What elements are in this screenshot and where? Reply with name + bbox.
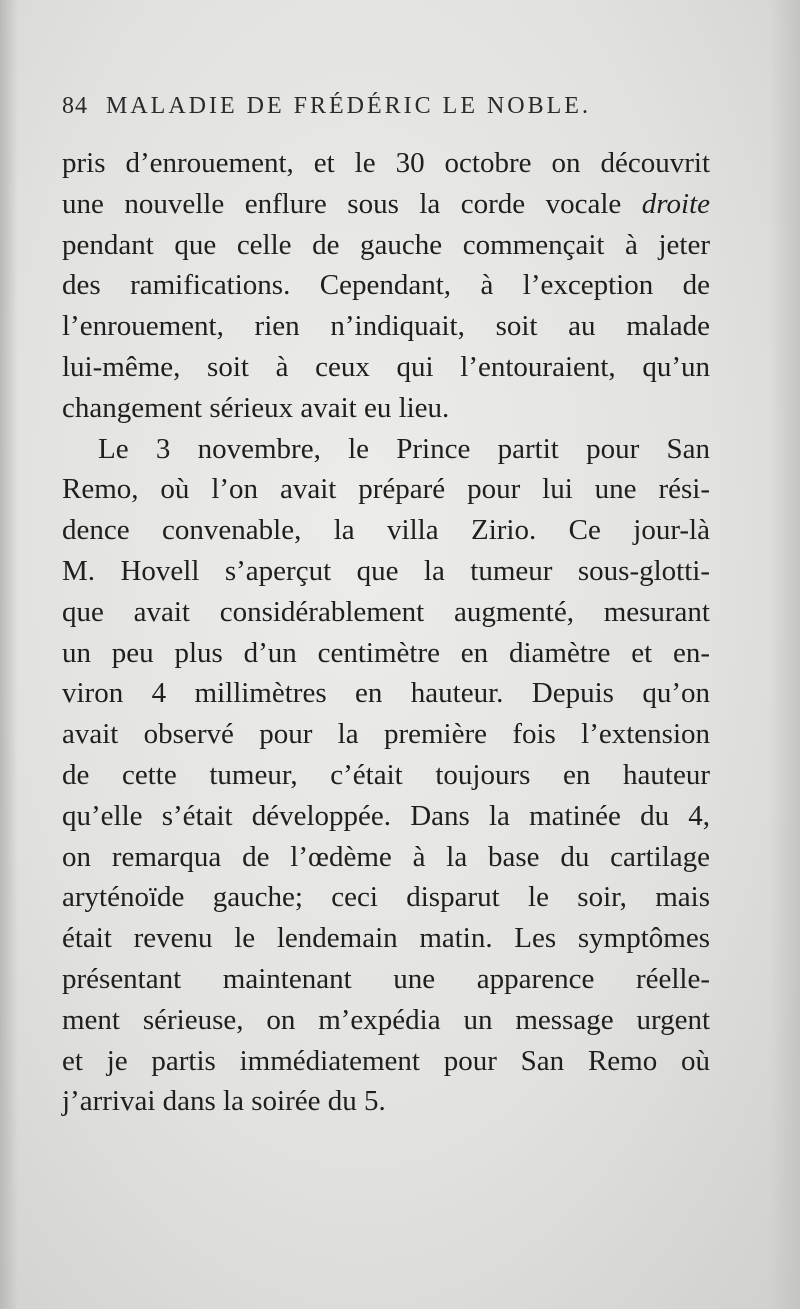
paragraph-2: [62, 429, 710, 1123]
text-line: M. Hovell s’aperçut que la tumeur sous-glotti-: [62, 554, 710, 587]
page-number: 84: [62, 93, 88, 119]
text-line: de cette tumeur, c’était toujours en hauteur: [62, 758, 710, 791]
text-line: viron 4 millimètres en hauteur. Depuis qu’on: [62, 677, 710, 710]
text-line-part: une nouvelle enflure sous la corde vocale: [62, 187, 622, 220]
text-line: dence convenable, la villa Zirio. Ce jour-là: [62, 514, 710, 547]
text-line: présentant maintenant une apparence réelle-: [62, 962, 710, 995]
text-line: Le 3 novembre, le Prince partit pour San: [98, 432, 710, 465]
text-line: lui-même, soit à ceux qui l’entouraient, qu’un: [62, 350, 710, 383]
text-line: était revenu le lendemain matin. Les symptômes: [62, 922, 710, 955]
text-line: qu’elle s’était développée. Dans la matinée du 4,: [62, 799, 710, 832]
text-line: ment sérieuse, on m’expédia un message urgent: [62, 1003, 710, 1036]
running-title: MALADIE DE FRÉDÉRIC LE NOBLE.: [106, 93, 591, 119]
page-edge-shadow: [770, 0, 800, 1309]
text-line: [62, 184, 710, 225]
running-head: [62, 93, 682, 120]
text-line: que avait considérablement augmenté, mesurant: [62, 595, 710, 628]
text-line: un peu plus d’un centimètre en diamètre et en-: [62, 636, 710, 669]
paragraph-1: [62, 143, 710, 429]
text-line: des ramifications. Cependant, à l’exception de: [62, 269, 710, 302]
text-line: pendant que celle de gauche commençait à jeter: [62, 228, 710, 261]
text-line: Remo, où l’on avait préparé pour lui une rési-: [62, 473, 710, 506]
italic-word: droite: [641, 187, 710, 220]
body-text: [62, 143, 710, 1122]
text-line: pris d’enrouement, et le 30 octobre on découvrit: [62, 147, 710, 179]
text-line: changement sérieux avait eu lieu.: [62, 391, 450, 424]
text-line: on remarqua de l’œdème à la base du cartilage: [62, 840, 710, 873]
text-line: aryténoïde gauche; ceci disparut le soir, mais: [62, 881, 710, 914]
text-line: l’enrouement, rien n’indiquait, soit au malade: [62, 310, 710, 343]
text-line: j’arrivai dans la soirée du 5.: [62, 1085, 386, 1118]
text-line: et je partis immédiatement pour San Remo où: [62, 1044, 710, 1077]
page-gutter-shadow: [0, 0, 18, 1309]
text-line: avait observé pour la première fois l’extension: [62, 718, 710, 751]
